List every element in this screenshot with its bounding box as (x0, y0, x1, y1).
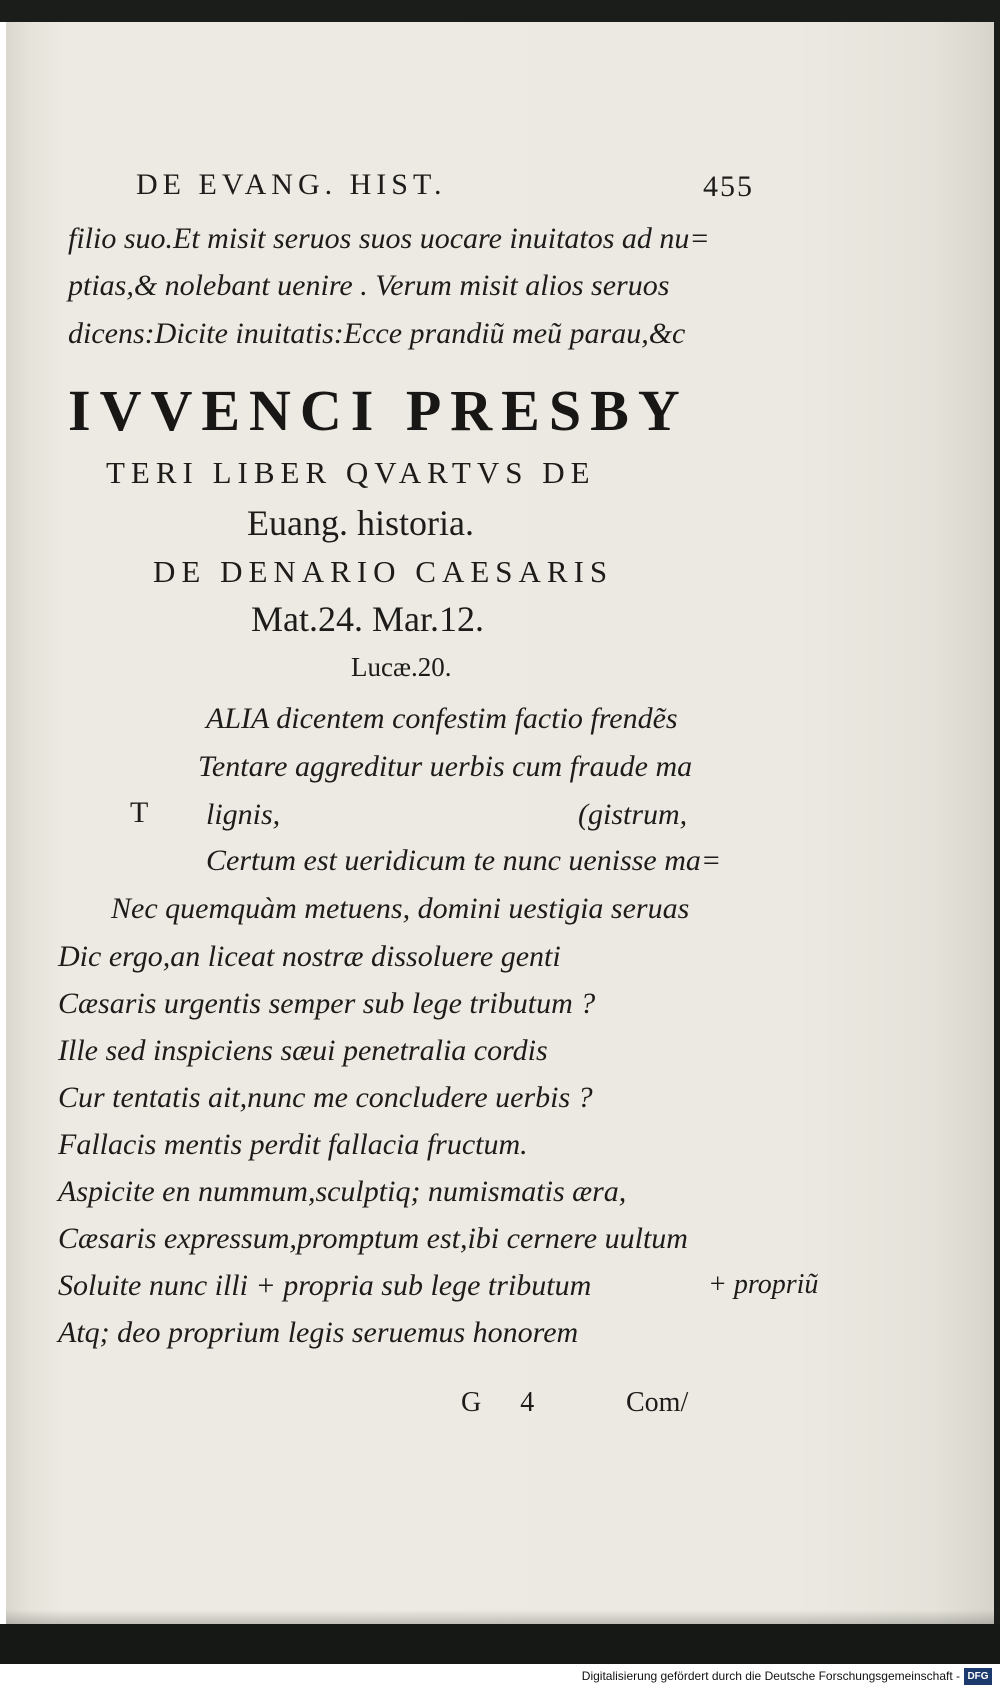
digitization-credit: Digitalisierung gefördert durch die Deutsche Forschungsgemeinschaft - (581, 1669, 960, 1683)
verse-line: lignis, (206, 798, 281, 831)
verse-line: Cæsaris urgentis semper sub lege tributum ? (58, 987, 596, 1020)
scripture-reference-luke: Lucæ.20. (351, 652, 452, 682)
section-heading: DE DENARIO CAESARIS (153, 554, 614, 589)
prose-line-3: dicens:Dicite inuitatis:Ecce prandiũ meũ parau,&c (68, 317, 686, 350)
verse-line: Nec quemquàm metuens, domini uestigia seruas (111, 892, 690, 925)
margin-note: + propriũ (708, 1269, 819, 1300)
credit-bar (0, 1664, 1000, 1691)
scripture-reference: Mat.24. Mar.12. (251, 599, 484, 639)
scan-border-bottom (0, 1624, 1000, 1664)
prose-line-2: ptias,& nolebant uenire . Verum misit alios seruos (68, 269, 670, 302)
book-title: IVVENCI PRESBY (68, 378, 689, 443)
marginal-initial: T (130, 796, 149, 829)
verse-line: Soluite nunc illi + propria sub lege tributum (58, 1269, 592, 1302)
book-subtitle-continued: Euang. historia. (247, 503, 474, 543)
scan-border-top (0, 0, 1000, 22)
verse-line: Ille sed inspiciens sæui penetralia cordis (58, 1034, 548, 1067)
prose-line-1: filio suo.Et misit seruos suos uocare inuitatos ad nu= (68, 222, 710, 255)
verse-line: Fallacis mentis perdit fallacia fructum. (58, 1128, 528, 1161)
verse-line: Aspicite en nummum,sculptiq; numismatis æra, (58, 1175, 627, 1208)
dfg-logo: DFG (964, 1668, 992, 1685)
verse-line: Cæsaris expressum,promptum est,ibi cernere uultum (58, 1222, 688, 1255)
page-number: 455 (703, 170, 754, 203)
catchword: Com/ (626, 1387, 689, 1418)
verse-line: Certum est ueridicum te nunc uenisse ma= (206, 844, 722, 877)
verse-line: Cur tentatis ait,nunc me concludere uerbis ? (58, 1081, 593, 1114)
verse-line: Tentare aggreditur uerbis cum fraude ma (198, 750, 693, 783)
verse-line-turnover: (gistrum, (578, 798, 688, 831)
running-head: DE EVANG. HIST. (136, 168, 447, 201)
verse-line: Atq; deo proprium legis seruemus honorem (58, 1316, 579, 1349)
verse-line: Dic ergo,an liceat nostræ dissoluere genti (58, 940, 561, 973)
scan-border-right (994, 0, 1000, 1650)
signature-mark: G 4 (461, 1387, 551, 1418)
verse-line: ALIA dicentem confestim factio frendẽs (206, 702, 678, 735)
book-page (6, 22, 994, 1624)
book-subtitle: TERI LIBER QVARTVS DE (106, 455, 596, 490)
